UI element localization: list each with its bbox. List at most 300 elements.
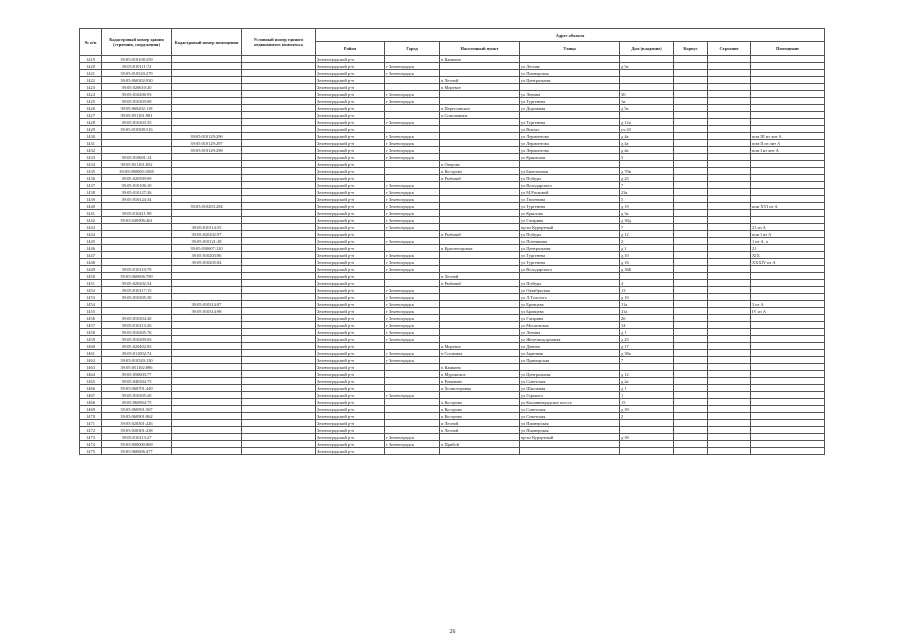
table-row: [80, 133, 825, 140]
cad-room-cell: [172, 168, 242, 175]
building-cell: [708, 273, 751, 280]
settlement-cell: п Лесной: [440, 420, 520, 427]
cad-building-cell: 39:05:010124:34: [102, 196, 172, 203]
house-cell: 2: [620, 238, 674, 245]
city-cell: [385, 168, 440, 175]
cad-building-cell: [102, 238, 172, 245]
city-cell: [385, 420, 440, 427]
building-cell: [708, 434, 751, 441]
settlement-cell: п Камкино: [440, 56, 520, 63]
cad-complex-cell: [242, 161, 316, 168]
house-cell: [620, 84, 674, 91]
cad-building-cell: 39:05:010305:20: [102, 392, 172, 399]
korpus-cell: [674, 210, 708, 217]
street-cell: ул Победы: [520, 231, 620, 238]
row-num: 1437: [80, 182, 102, 189]
room-cell: [751, 294, 825, 301]
city-cell: [385, 231, 440, 238]
building-cell: [708, 350, 751, 357]
cad-room-cell: [172, 126, 242, 133]
settlement-cell: [440, 203, 520, 210]
table-row: [80, 105, 825, 112]
settlement-cell: [440, 448, 520, 455]
cad-room-cell: [172, 105, 242, 112]
cad-complex-cell: [242, 406, 316, 413]
settlement-cell: [440, 266, 520, 273]
korpus-cell: [674, 238, 708, 245]
settlement-cell: п Кострово: [440, 168, 520, 175]
cad-complex-cell: [242, 168, 316, 175]
street-cell: ул Московская: [520, 322, 620, 329]
cad-building-cell: 39:05:010520:130: [102, 357, 172, 364]
cad-room-cell: [172, 350, 242, 357]
street-cell: ул Тургенева: [520, 119, 620, 126]
city-cell: г Зеленоградск: [385, 70, 440, 77]
cad-room-cell: [172, 161, 242, 168]
district-cell: Зеленоградский р-н: [316, 189, 385, 196]
settlement-cell: [440, 182, 520, 189]
cad-building-cell: 39:05:020301:226: [102, 420, 172, 427]
row-num: 1468: [80, 399, 102, 406]
house-cell: [620, 112, 674, 119]
table-row: [80, 434, 825, 441]
district-cell: Зеленоградский р-н: [316, 70, 385, 77]
house-cell: 2: [620, 413, 674, 420]
korpus-cell: [674, 406, 708, 413]
district-cell: Зеленоградский р-н: [316, 84, 385, 91]
settlement-cell: п Моревое: [440, 84, 520, 91]
street-cell: [520, 161, 620, 168]
house-cell: 11а: [620, 308, 674, 315]
cad-room-cell: [172, 392, 242, 399]
settlement-cell: [440, 210, 520, 217]
room-cell: пом I из лит А: [751, 147, 825, 154]
city-cell: [385, 84, 440, 91]
row-num: 1439: [80, 196, 102, 203]
district-cell: Зеленоградский р-н: [316, 217, 385, 224]
cad-room-cell: 39:05:030607:120: [172, 245, 242, 252]
korpus-cell: [674, 343, 708, 350]
cad-room-cell: [172, 98, 242, 105]
cad-complex-cell: [242, 84, 316, 91]
house-cell: д 12: [620, 231, 674, 238]
room-cell: [751, 329, 825, 336]
cad-building-cell: 39:05:010209:65: [102, 336, 172, 343]
table-row: [80, 245, 825, 252]
cad-complex-cell: [242, 112, 316, 119]
cad-building-cell: [102, 133, 172, 140]
korpus-cell: [674, 294, 708, 301]
cad-complex-cell: [242, 70, 316, 77]
cad-room-cell: [172, 273, 242, 280]
row-num: 1452: [80, 287, 102, 294]
table-row: [80, 98, 825, 105]
street-cell: [520, 364, 620, 371]
korpus-cell: [674, 301, 708, 308]
street-cell: ул Железнодорожная: [520, 336, 620, 343]
cad-room-cell: [172, 385, 242, 392]
house-cell: д 17: [620, 343, 674, 350]
street-cell: ул Крылова: [520, 210, 620, 217]
city-cell: [385, 371, 440, 378]
table-row: [80, 217, 825, 224]
row-num: 1454: [80, 301, 102, 308]
room-cell: [751, 63, 825, 70]
street-cell: ул Советская: [520, 406, 620, 413]
house-cell: [620, 161, 674, 168]
settlement-cell: п Моревое: [440, 343, 520, 350]
korpus-cell: [674, 329, 708, 336]
settlement-cell: п Кострово: [440, 399, 520, 406]
room-cell: [751, 56, 825, 63]
settlement-cell: [440, 294, 520, 301]
row-num: 1419: [80, 56, 102, 63]
settlement-cell: [440, 308, 520, 315]
cad-complex-cell: [242, 322, 316, 329]
table-row: [80, 308, 825, 315]
city-cell: [385, 385, 440, 392]
settlement-cell: п Красноторовка: [440, 245, 520, 252]
street-cell: ул Тургенева: [520, 252, 620, 259]
room-cell: [751, 161, 825, 168]
cad-complex-cell: [242, 224, 316, 231]
korpus-cell: [674, 434, 708, 441]
room-cell: [751, 350, 825, 357]
room-cell: [751, 434, 825, 441]
row-num: 1475: [80, 448, 102, 455]
district-cell: Зеленоградский р-н: [316, 273, 385, 280]
korpus-cell: [674, 77, 708, 84]
building-cell: [708, 84, 751, 91]
district-cell: Зеленоградский р-н: [316, 147, 385, 154]
house-cell: д 12а: [620, 119, 674, 126]
table-row: [80, 280, 825, 287]
cad-building-cell: [102, 140, 172, 147]
header-korpus: Корпус: [674, 42, 708, 56]
house-cell: д 36Б: [620, 266, 674, 273]
district-cell: Зеленоградский р-н: [316, 441, 385, 448]
table-row: [80, 119, 825, 126]
house-cell: 11а: [620, 301, 674, 308]
settlement-cell: [440, 392, 520, 399]
korpus-cell: [674, 84, 708, 91]
table-row: [80, 63, 825, 70]
cad-complex-cell: [242, 308, 316, 315]
cad-building-cell: [102, 224, 172, 231]
settlement-cell: [440, 133, 520, 140]
korpus-cell: [674, 420, 708, 427]
cad-building-cell: [102, 147, 172, 154]
cad-complex-cell: [242, 294, 316, 301]
row-num: 1445: [80, 238, 102, 245]
cad-building-cell: 39:05:010117:15: [102, 287, 172, 294]
cad-room-cell: [172, 420, 242, 427]
street-cell: ул Лермонтова: [520, 147, 620, 154]
district-cell: Зеленоградский р-н: [316, 196, 385, 203]
table-row: [80, 189, 825, 196]
cad-complex-cell: [242, 343, 316, 350]
table-row: [80, 322, 825, 329]
street-cell: [520, 56, 620, 63]
cad-room-cell: 39:05:010314:87: [172, 301, 242, 308]
cad-building-cell: 39:05:060904:75: [102, 399, 172, 406]
district-cell: Зеленоградский р-н: [316, 427, 385, 434]
korpus-cell: [674, 371, 708, 378]
room-cell: 21 из А: [751, 224, 825, 231]
room-cell: [751, 189, 825, 196]
building-cell: [708, 91, 751, 98]
row-num: 1432: [80, 147, 102, 154]
table-row: [80, 357, 825, 364]
row-num: 1426: [80, 105, 102, 112]
house-cell: д 39: [620, 434, 674, 441]
building-cell: [708, 378, 751, 385]
korpus-cell: [674, 168, 708, 175]
street-cell: ул Центральная: [520, 245, 620, 252]
room-cell: [751, 315, 825, 322]
cad-complex-cell: [242, 266, 316, 273]
cad-room-cell: [172, 399, 242, 406]
city-cell: [385, 406, 440, 413]
row-num: 1453: [80, 294, 102, 301]
district-cell: Зеленоградский р-н: [316, 231, 385, 238]
street-cell: ул Володарского: [520, 182, 620, 189]
cad-building-cell: 39:05:020509:69: [102, 175, 172, 182]
city-cell: [385, 56, 440, 63]
city-cell: [385, 413, 440, 420]
house-cell: д 38а: [620, 350, 674, 357]
row-num: 1459: [80, 336, 102, 343]
cad-room-cell: [172, 182, 242, 189]
cad-building-cell: 39:05:020202:54: [102, 280, 172, 287]
building-cell: [708, 168, 751, 175]
house-cell: д 70в: [620, 168, 674, 175]
house-cell: д 4а: [620, 140, 674, 147]
korpus-cell: [674, 224, 708, 231]
cad-building-cell: 39:05:010508:516: [102, 126, 172, 133]
street-cell: ул Тургенева: [520, 203, 620, 210]
settlement-cell: п Лесной: [440, 77, 520, 84]
district-cell: Зеленоградский р-н: [316, 448, 385, 455]
cad-building-cell: [102, 231, 172, 238]
house-cell: д 25: [620, 336, 674, 343]
cad-building-cell: 39:05:011002:74: [102, 350, 172, 357]
table-row: [80, 329, 825, 336]
building-cell: [708, 119, 751, 126]
row-num: 1435: [80, 168, 102, 175]
cad-building-cell: 39:05:010205:69: [102, 98, 172, 105]
header-room: Помещение: [751, 42, 825, 56]
row-num: 1469: [80, 406, 102, 413]
cad-room-cell: [172, 70, 242, 77]
house-cell: 30: [620, 91, 674, 98]
room-cell: [751, 210, 825, 217]
korpus-cell: [674, 364, 708, 371]
building-cell: [708, 392, 751, 399]
settlement-cell: п Рыбачий: [440, 280, 520, 287]
city-cell: г Зеленоградск: [385, 196, 440, 203]
building-cell: [708, 245, 751, 252]
room-cell: IV из А: [751, 308, 825, 315]
korpus-cell: [674, 70, 708, 77]
row-num: 1422: [80, 77, 102, 84]
settlement-cell: [440, 252, 520, 259]
settlement-cell: п Сосновка: [440, 350, 520, 357]
room-cell: [751, 448, 825, 455]
cad-room-cell: [172, 364, 242, 371]
row-num: 1448: [80, 259, 102, 266]
district-cell: Зеленоградский р-н: [316, 434, 385, 441]
room-cell: 1 из А, а: [751, 238, 825, 245]
korpus-cell: [674, 63, 708, 70]
korpus-cell: [674, 266, 708, 273]
house-cell: д 10: [620, 294, 674, 301]
table-row: [80, 154, 825, 161]
building-cell: [708, 126, 751, 133]
street-cell: ул Лермонтова: [520, 140, 620, 147]
room-cell: пом XVI из А: [751, 203, 825, 210]
city-cell: [385, 273, 440, 280]
table-row: [80, 287, 825, 294]
street-cell: ул Советская: [520, 378, 620, 385]
city-cell: г Зеленоградск: [385, 301, 440, 308]
cad-complex-cell: [242, 182, 316, 189]
house-cell: [620, 427, 674, 434]
row-num: 1464: [80, 371, 102, 378]
district-cell: Зеленоградский р-н: [316, 406, 385, 413]
district-cell: Зеленоградский р-н: [316, 238, 385, 245]
district-cell: Зеленоградский р-н: [316, 175, 385, 182]
building-cell: [708, 399, 751, 406]
cad-complex-cell: [242, 196, 316, 203]
cad-room-cell: 39:05:010129:296: [172, 133, 242, 140]
row-num: 1457: [80, 322, 102, 329]
building-cell: [708, 357, 751, 364]
header-city: Город: [385, 42, 440, 56]
street-cell: ул Ленина: [520, 91, 620, 98]
house-cell: 7: [620, 224, 674, 231]
row-num: 1467: [80, 392, 102, 399]
cad-building-cell: 39:05:040304:75: [102, 378, 172, 385]
street-cell: ул Володарского: [520, 266, 620, 273]
room-cell: XIX: [751, 252, 825, 259]
house-cell: д 19: [620, 203, 674, 210]
cad-complex-cell: [242, 119, 316, 126]
street-cell: ул Центральная: [520, 371, 620, 378]
row-num: 1442: [80, 217, 102, 224]
room-cell: [751, 399, 825, 406]
street-cell: ул Центральная: [520, 77, 620, 84]
city-cell: [385, 280, 440, 287]
district-cell: Зеленоградский р-н: [316, 336, 385, 343]
cad-room-cell: [172, 322, 242, 329]
settlement-cell: п Лесной: [440, 427, 520, 434]
city-cell: [385, 245, 440, 252]
city-cell: [385, 161, 440, 168]
table-row: [80, 147, 825, 154]
cad-building-cell: 39:05:060901:567: [102, 406, 172, 413]
table-row: [80, 378, 825, 385]
settlement-cell: [440, 154, 520, 161]
street-cell: ул Биатлонная: [520, 168, 620, 175]
settlement-cell: [440, 434, 520, 441]
building-cell: [708, 301, 751, 308]
district-cell: Зеленоградский р-н: [316, 329, 385, 336]
building-cell: [708, 56, 751, 63]
city-cell: [385, 427, 440, 434]
table-row: [80, 175, 825, 182]
cad-building-cell: [102, 203, 172, 210]
district-cell: Зеленоградский р-н: [316, 133, 385, 140]
city-cell: [385, 343, 440, 350]
korpus-cell: [674, 154, 708, 161]
settlement-cell: [440, 357, 520, 364]
table-row: [80, 203, 825, 210]
building-cell: [708, 259, 751, 266]
street-cell: [520, 84, 620, 91]
cad-building-cell: 39:05:010113:26: [102, 322, 172, 329]
room-cell: [751, 98, 825, 105]
korpus-cell: [674, 56, 708, 63]
room-cell: [751, 175, 825, 182]
district-cell: Зеленоградский р-н: [316, 182, 385, 189]
cad-complex-cell: [242, 91, 316, 98]
cad-building-cell: 39:05:010203:35: [102, 119, 172, 126]
room-cell: [751, 70, 825, 77]
cad-building-cell: 39:05:060901:862: [102, 413, 172, 420]
settlement-cell: [440, 238, 520, 245]
city-cell: г Зеленоградск: [385, 98, 440, 105]
city-cell: г Зеленоградск: [385, 217, 440, 224]
settlement-cell: п Романово: [440, 378, 520, 385]
room-cell: [751, 385, 825, 392]
settlement-cell: [440, 119, 520, 126]
page-number: 26: [449, 629, 456, 635]
house-cell: [620, 70, 674, 77]
korpus-cell: [674, 91, 708, 98]
building-cell: [708, 238, 751, 245]
city-cell: [385, 77, 440, 84]
building-cell: [708, 189, 751, 196]
street-cell: ул Потемкина: [520, 238, 620, 245]
table-row: [80, 448, 825, 455]
settlement-cell: [440, 91, 520, 98]
district-cell: Зеленоградский р-н: [316, 77, 385, 84]
settlement-cell: [440, 301, 520, 308]
house-cell: д 16: [620, 259, 674, 266]
row-num: 1472: [80, 427, 102, 434]
row-num: 1470: [80, 413, 102, 420]
city-cell: г Зеленоградск: [385, 154, 440, 161]
row-num: 1440: [80, 203, 102, 210]
korpus-cell: [674, 280, 708, 287]
house-cell: [620, 448, 674, 455]
cad-building-cell: 39:05:051101:852: [102, 161, 172, 168]
korpus-cell: [674, 119, 708, 126]
room-cell: [751, 420, 825, 427]
building-cell: [708, 77, 751, 84]
district-cell: Зеленоградский р-н: [316, 301, 385, 308]
table-row: [80, 70, 825, 77]
city-cell: г Зеленоградск: [385, 294, 440, 301]
room-cell: [751, 196, 825, 203]
district-cell: Зеленоградский р-н: [316, 420, 385, 427]
table-row: [80, 315, 825, 322]
district-cell: Зеленоградский р-н: [316, 154, 385, 161]
korpus-cell: [674, 259, 708, 266]
cad-complex-cell: [242, 231, 316, 238]
cad-room-cell: [172, 56, 242, 63]
